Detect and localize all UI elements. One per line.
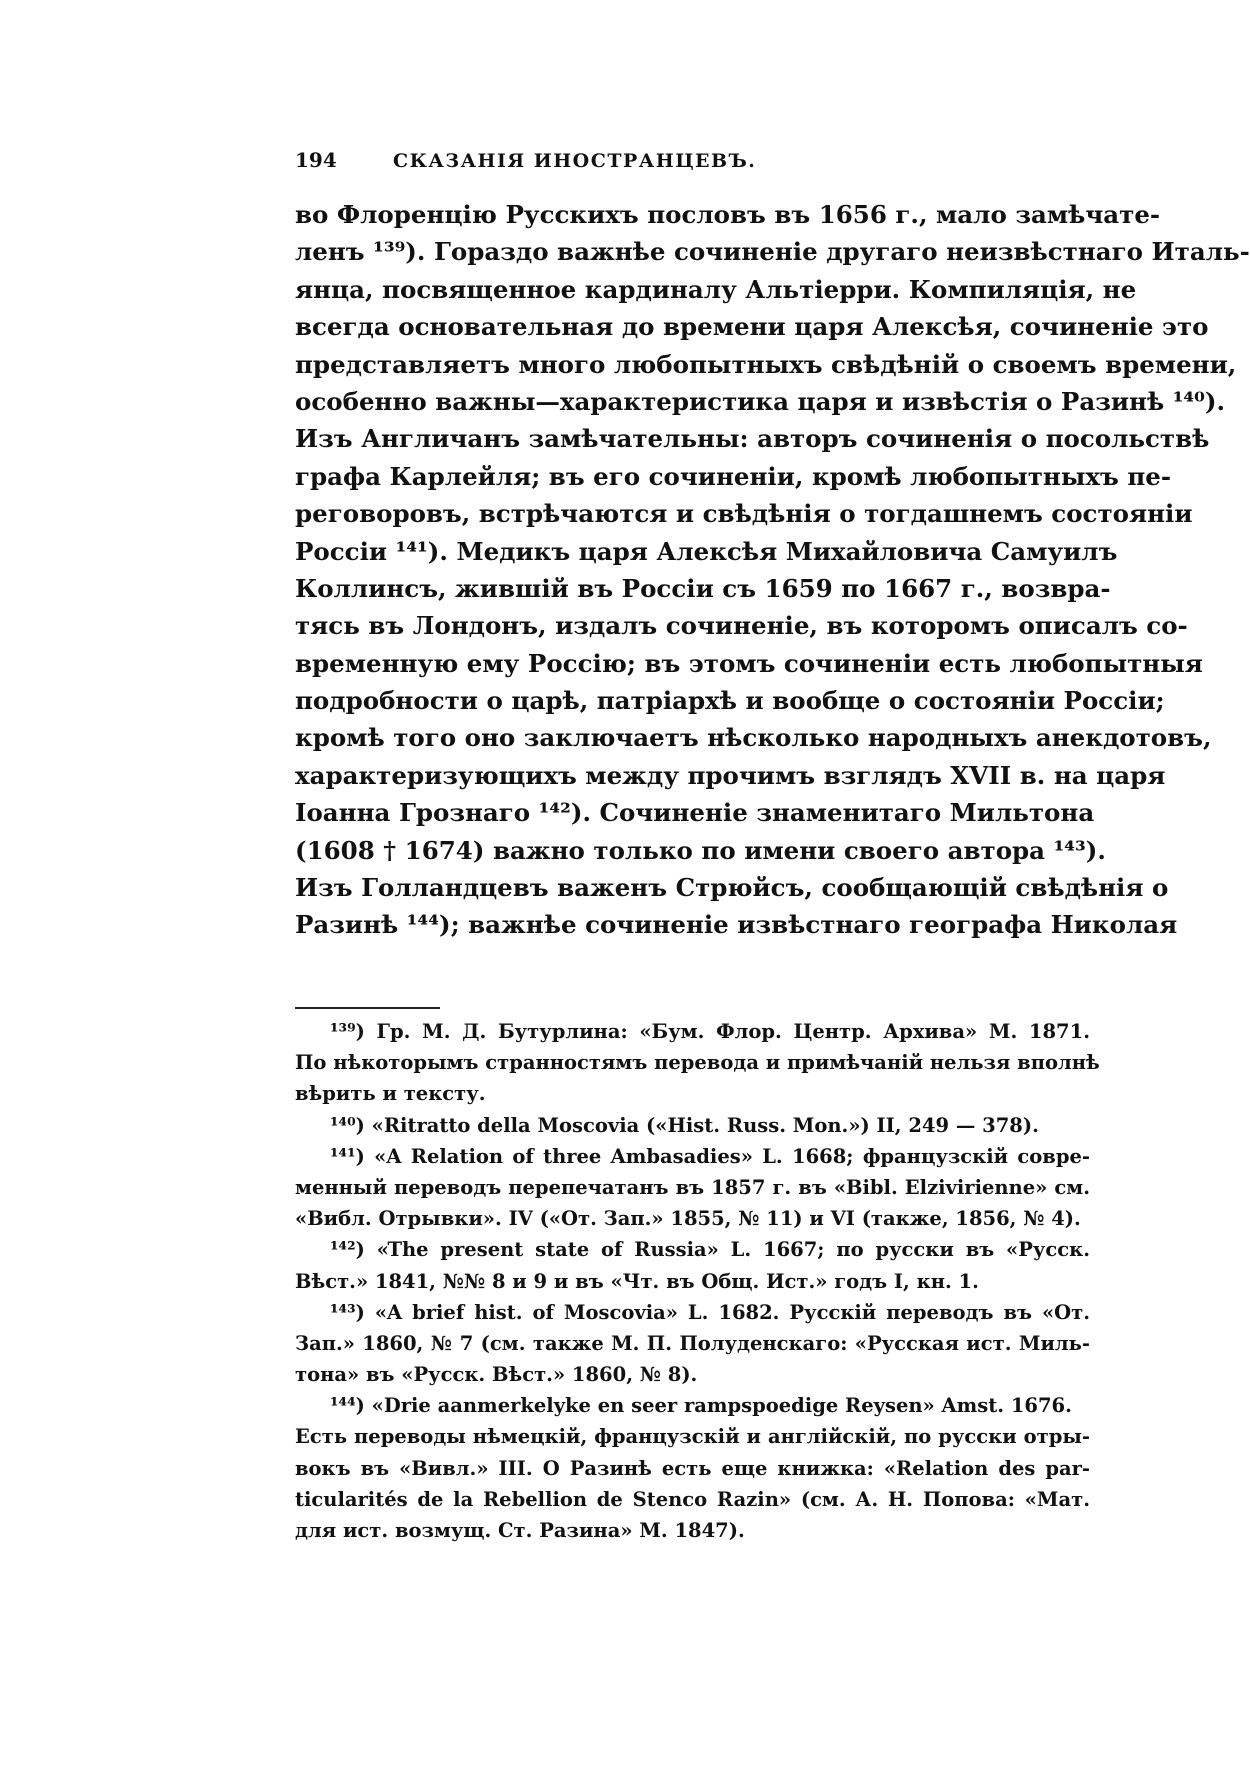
footnote-line: вѣрить и тексту. — [295, 1082, 486, 1106]
body-line: подробности о царѣ, патріархѣ и вообще о состояніи Россіи; — [295, 686, 1165, 716]
footnote-line: для ист. возмущ. Ст. Разина» М. 1847). — [295, 1519, 745, 1542]
body-line: во Флоренцію Русскихъ пословъ въ 1656 г., мало замѣчате- — [295, 200, 1161, 229]
body-line: временную ему Россію; въ этомъ сочиненіи есть любопытныя — [295, 648, 1203, 678]
body-line: Іоанна Грознаго ¹⁴²). Сочиненіе знаменитаго Мильтона — [295, 798, 1095, 828]
page-header — [295, 142, 855, 182]
footnote-line: вокъ въ «Вивл.» III. О Разинѣ есть еще книжка: «Relation des par- — [295, 1456, 1090, 1480]
body-line: реговоровъ, встрѣчаются и свѣдѣнія о тогдашнемъ состояніи — [295, 499, 1193, 529]
footnote-line: ticularités de la Rebellion de Stenco Razin» (см. А. Н. Попова: «Мат. — [295, 1487, 1090, 1511]
running-title: СКАЗАНІЯ ИНОСТРАНЦЕВЪ. — [393, 150, 757, 172]
body-text — [295, 196, 1250, 944]
footnote-line: Зап.» 1860, № 7 (см. также М. П. Полуденскаго: «Русская ист. Миль- — [295, 1331, 1090, 1355]
body-line: янца, посвященное кардиналу Альтіерри. Компиляція, не — [295, 274, 1137, 304]
body-line: характеризующихъ между прочимъ взглядъ XVII в. на царя — [295, 760, 1166, 790]
body-line: графа Карлейля; въ его сочиненіи, кромѣ любопытныхъ пе- — [295, 461, 1172, 491]
body-line: (1608 † 1674) важно только по имени своего автора ¹⁴³). — [295, 835, 1106, 865]
body-line: ленъ ¹³⁹). Гораздо важнѣе сочиненіе другаго неизвѣстнаго Италь- — [295, 237, 1250, 267]
footnote-line: ¹⁴²) «The present state of Russia» L. 1667; по русски въ «Русск. — [330, 1238, 1090, 1262]
footnote-line: ¹⁴⁴) «Drie aanmerkelyke en seer rampspoedige Reysen» Amst. 1676. — [330, 1394, 1072, 1418]
body-line: Изъ Голландцевъ важенъ Стрюйсъ, сообщающій свѣдѣнія о — [295, 873, 1169, 903]
body-line: Изъ Англичанъ замѣчательны: авторъ сочиненія о посольствѣ — [295, 424, 1210, 454]
footnote-line: ¹³⁹) Гр. М. Д. Бутурлина: «Бум. Флор. Центр. Архива» М. 1871. — [330, 1020, 1090, 1043]
footnote-line: По нѣкоторымъ странностямъ перевода и примѣчаній нельзя вполнѣ — [295, 1051, 1100, 1075]
footnote-line: Вѣст.» 1841, №№ 8 и 9 и въ «Чт. въ Общ. Ист.» годъ I, кн. 1. — [295, 1269, 979, 1293]
footnote-line: тона» въ «Русск. Вѣст.» 1860, № 8). — [295, 1363, 698, 1387]
footnote-line: ¹⁴¹) «A Relation of three Ambasadies» L. 1668; французскій совре- — [330, 1144, 1090, 1168]
body-line: тясь въ Лондонъ, издалъ сочиненіе, въ которомъ описалъ со- — [295, 611, 1188, 641]
footnote-line: ¹⁴⁰) «Ritratto della Moscovia («Hist. Russ. Mon.») II, 249 — 378). — [330, 1113, 1039, 1137]
body-line: Разинѣ ¹⁴⁴); важнѣе сочиненіе извѣстнаго географа Николая — [295, 910, 1178, 940]
footnote-line: ¹⁴³) «A brief hist. of Moscovia» L. 1682. Русскій переводъ въ «От. — [330, 1300, 1090, 1324]
body-line: Россіи ¹⁴¹). Медикъ царя Алексѣя Михайловича Самуилъ — [295, 536, 1118, 566]
footnote-separator — [295, 1007, 440, 1009]
footnote-line: «Вибл. Отрывки». IV («От. Зап.» 1855, № 11) и VI (также, 1856, № 4). — [295, 1207, 1081, 1231]
footnote-line: менный переводъ перепечатанъ въ 1857 г. въ «Bibl. Elzivirienne» см. — [295, 1175, 1090, 1199]
body-line: всегда основательная до времени царя Алексѣя, сочиненіе это — [295, 312, 1209, 342]
body-line: Коллинсъ, жившій въ Россіи съ 1659 по 1667 г., возвра- — [295, 573, 1111, 603]
body-line: представляетъ много любопытныхъ свѣдѣній о своемъ времени, — [295, 349, 1237, 379]
body-line: кромѣ того оно заключаетъ нѣсколько народныхъ анекдотовъ, — [295, 723, 1212, 753]
page-number: 194 — [295, 148, 337, 172]
body-line: особенно важны—характеристика царя и извѣстія о Разинѣ ¹⁴⁰). — [295, 386, 1226, 416]
footnote-line: Есть переводы нѣмецкій, французскій и англійскій, по русски отры- — [295, 1425, 1090, 1449]
footnotes — [295, 1016, 1100, 1546]
